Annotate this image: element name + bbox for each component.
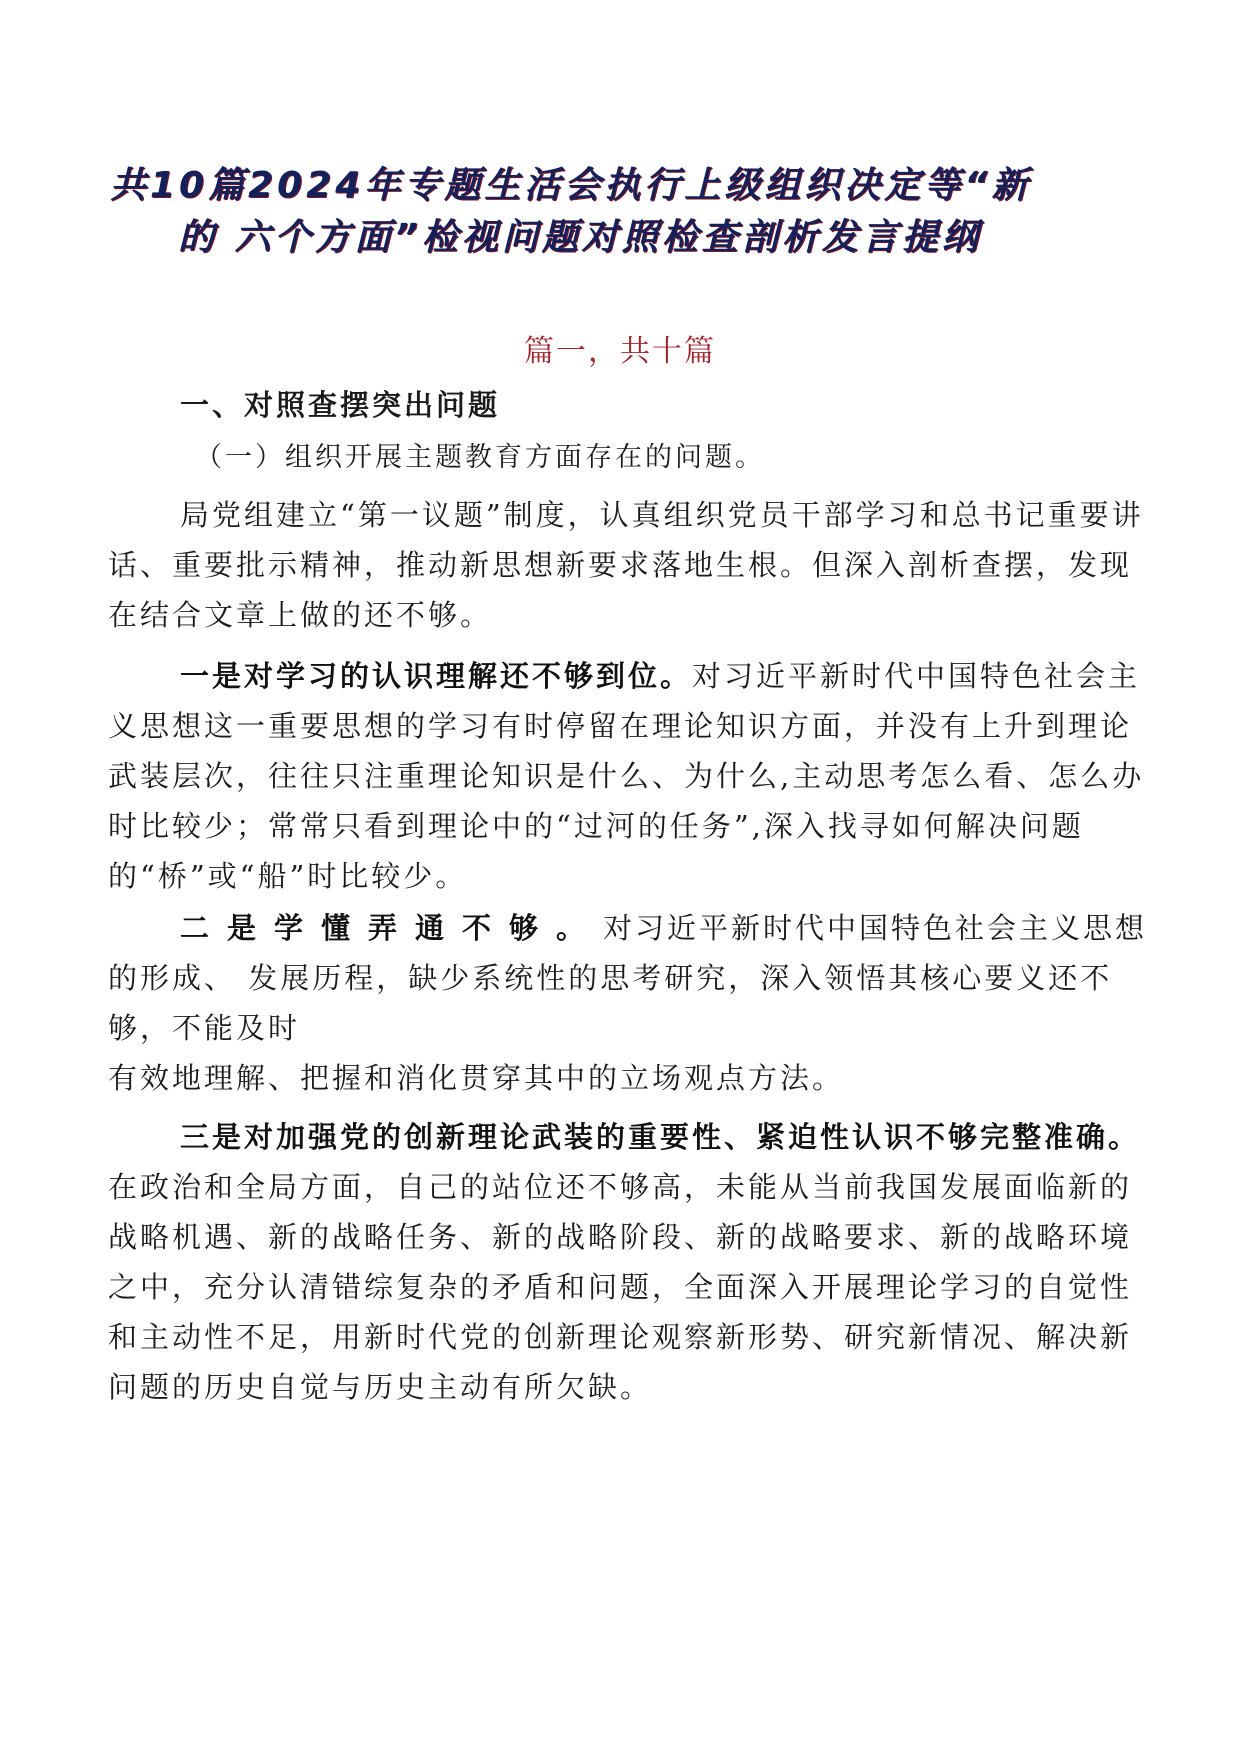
document-title (110, 160, 1130, 264)
document-subtitle: 篇一，共十篇 (524, 334, 716, 369)
item-2-text-continued: 有效地理解、把握和消化贯穿其中的立场观点方法。 (108, 1061, 845, 1095)
item-2-lead: 二是学懂弄通不够。 (180, 911, 604, 945)
section-subheading: （一）组织开展主题教育方面存在的问题。 (195, 442, 765, 473)
item-2-text: 对习近平新时代中国特色社会主义思想的形成、 发展历程，缺少系统性的思考研究，深入领悟其核心要义还不够，不能及时 (108, 911, 1148, 1045)
item-1-text: 对习近平新时代中国特色社会主义思想这一重要思想的学习有时停留在理论知识方面，并没有上升到理论武装层次，往往只注重理论知识是什么、为什么,主动思考怎么看、怎么办时比较少；常常只看到理论中的“过河的任务”,深入找寻如何解决问题的“桥”或“船”时比较少。 (108, 659, 1145, 893)
item-3-text: 在政治和全局方面，自己的站位还不够高，未能从当前我国发展面临新的战略机遇、新的战略任务、新的战略阶段、新的战略要求、新的战略环境之中，充分认清错综复杂的矛盾和问题，全面深入开展理论学习的自觉性和主动性不足，用新时代党的创新理论观察新形势、研究新情况、解决新问题的历史自觉与历史主动有所欠缺。 (108, 1170, 1133, 1404)
title-line-2: 的 六个方面”检视问题对照检查剖析发言提纲 (178, 217, 982, 258)
section-heading: 一、对照查摆突出问题 (180, 388, 501, 422)
item-1-lead: 一是对学习的认识理解还不够到位。 (180, 659, 693, 693)
paragraph-item-3 (108, 1112, 1150, 1412)
paragraph-item-1 (108, 651, 1150, 901)
intro-paragraph: 局党组建立“第一议题”制度，认真组织党员干部学习和总书记重要讲话、重要批示精神，推动新思想新要求落地生根。但深入剖析查摆，发现在结合文章上做的还不够。 (108, 498, 1144, 632)
paragraph-item-2 (108, 903, 1150, 1103)
title-line-1: 共10篇2024年专题生活会执行上级组织决定等“新 (110, 165, 1032, 206)
item-3-lead: 三是对加强党的创新理论武装的重要性、紧迫性认识不够完整准确。 (180, 1120, 1141, 1154)
